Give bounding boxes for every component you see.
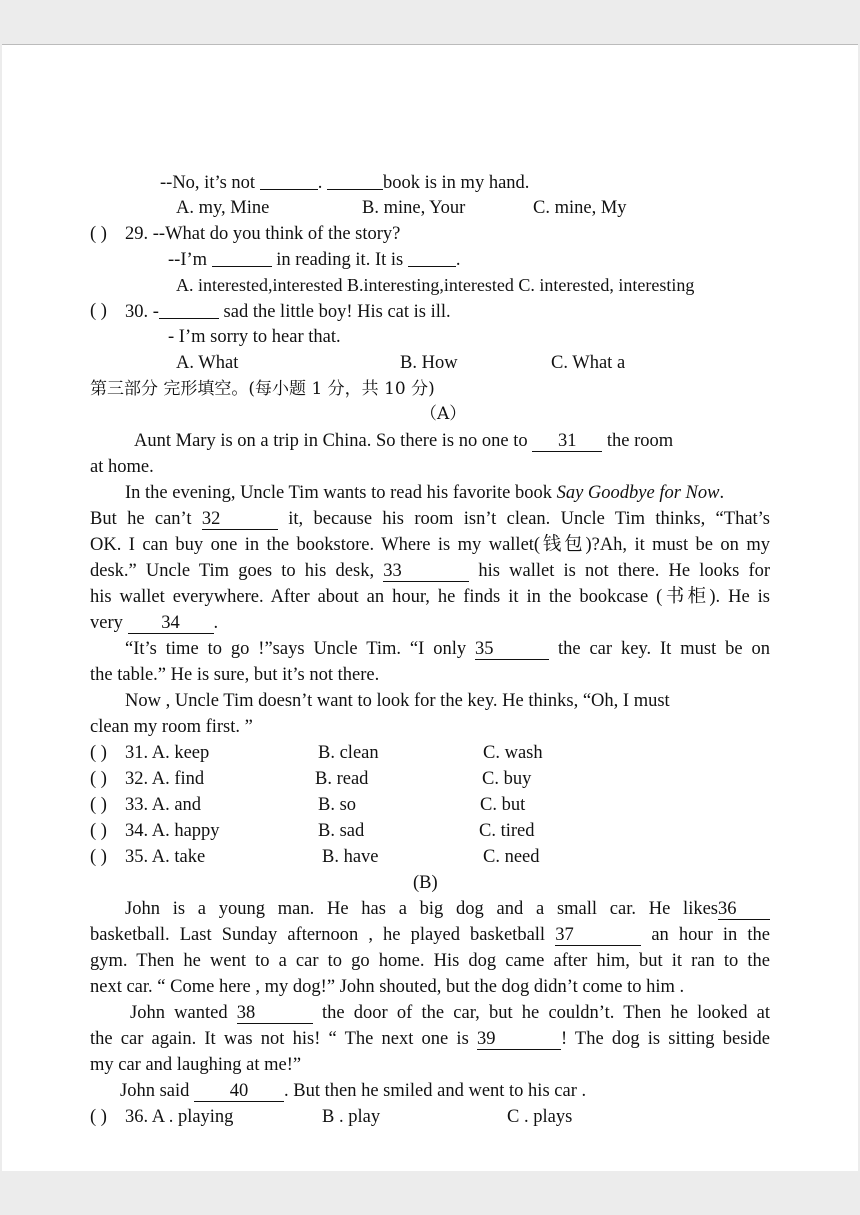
passage-b-line6: the car again. It was not his! “ The next one is 39 ! The dog is sitting beside	[90, 1029, 770, 1049]
passage-b-line4: next car. “ Come here , my dog!” John shouted, but the dog didn’t come to him .	[90, 977, 685, 997]
blank-38[interactable]: 38	[237, 1003, 313, 1024]
blank-37[interactable]: 37	[555, 925, 641, 946]
q28-option-a: A. my, Mine	[176, 198, 270, 218]
answer-paren[interactable]: ( )	[90, 769, 107, 789]
passage-b-line2: basketball. Last Sunday afternoon , he played basketball 37 an hour in the	[90, 925, 771, 945]
q30-line2: - I’m sorry to hear that.	[168, 327, 341, 347]
q29-stem: 29. --What do you think of the story?	[125, 224, 401, 244]
answer-paren[interactable]: ( )	[90, 847, 107, 867]
passage-a-line1: Aunt Mary is on a trip in China. So there is no one to 31 the room	[134, 431, 674, 451]
passage-b-line7: my car and laughing at me!”	[90, 1055, 302, 1075]
passage-a-line11: Now , Uncle Tim doesn’t want to look for the key. He thinks, “Oh, I must	[125, 691, 670, 711]
passage-b-line8: John said 40 . But then he smiled and went to his car .	[120, 1081, 587, 1101]
q30-option-b: B. How	[400, 353, 458, 373]
q30-option-c: C. What a	[551, 353, 626, 373]
blank-32[interactable]: 32	[202, 509, 278, 530]
blank-33[interactable]: 33	[383, 561, 469, 582]
q28-option-c: C. mine, My	[533, 198, 627, 218]
passage-a-line5: OK. I can buy one in the bookstore. Where is my wallet(钱包)?Ah, it must be on my	[90, 535, 770, 555]
part3-heading: 第三部分 完形填空。(每小题 1 分，共 10 分)	[90, 379, 435, 399]
blank-40[interactable]: 40	[194, 1081, 284, 1102]
answer-paren[interactable]: ( )	[90, 821, 107, 841]
q29-answer-paren[interactable]: ( )	[90, 224, 107, 244]
answer-paren[interactable]: ( )	[90, 1107, 107, 1127]
blank-31[interactable]: 31	[532, 431, 602, 452]
q28-option-b: B. mine, Your	[362, 198, 466, 218]
blank[interactable]	[327, 171, 383, 190]
passage-a-line10: the table.” He is sure, but it’s not there.	[90, 665, 380, 685]
answer-paren[interactable]: ( )	[90, 743, 107, 763]
passage-b-line1: John is a young man. He has a big dog and a small car. He likes36	[125, 898, 770, 920]
blank[interactable]	[212, 248, 272, 267]
passage-a-line3: In the evening, Uncle Tim wants to read his favorite book Say Goodbye for Now.	[125, 483, 725, 503]
blank-34[interactable]: 34	[128, 613, 214, 634]
blank-35[interactable]: 35	[475, 639, 549, 660]
q30-option-a: A. What	[176, 353, 239, 373]
passage-a-line9: “It’s time to go !”says Uncle Tim. “I only 35 the car key. It must be on	[125, 639, 771, 659]
blank[interactable]	[260, 171, 318, 190]
blank[interactable]	[408, 248, 456, 267]
answer-paren[interactable]: ( )	[90, 795, 107, 815]
passage-a-line2: at home.	[90, 457, 154, 477]
passage-a-line6: desk.” Uncle Tim goes to his desk, 33 his wallet is not there. He looks for	[90, 561, 771, 581]
blank[interactable]	[159, 300, 219, 319]
blank-36[interactable]: 36	[718, 899, 770, 920]
q29-options: A. interested,interested B.interesting,interested C. interested, interesting	[176, 275, 695, 295]
blank-39[interactable]: 39	[477, 1029, 561, 1050]
q30-stem: 30. - sad the little boy! His cat is ill.	[125, 302, 451, 322]
passage-a-line7: his wallet everywhere. After about an hour, he finds it in the bookcase (书柜). He is	[90, 587, 770, 607]
passage-a-line8: very 34 .	[90, 613, 219, 633]
q30-answer-paren[interactable]: ( )	[90, 301, 107, 321]
passage-b-line3: gym. Then he went to a car to go home. His dog came after him, but it ran to the	[90, 951, 770, 971]
section-b-heading: (B)	[413, 873, 438, 893]
passage-a-line12: clean my room first. ”	[90, 717, 253, 737]
passage-b-line5: John wanted 38 the door of the car, but he couldn’t. Then he looked at	[130, 1003, 771, 1023]
q28-line: --No, it’s not . book is in my hand.	[160, 173, 530, 193]
section-a-heading: （A）	[420, 404, 467, 424]
passage-a-line4: But he can’t 32 it, because his room isn’t clean. Uncle Tim thinks, “That’s	[90, 509, 771, 529]
q29-line2: --I’m in reading it. It is .	[168, 250, 461, 270]
